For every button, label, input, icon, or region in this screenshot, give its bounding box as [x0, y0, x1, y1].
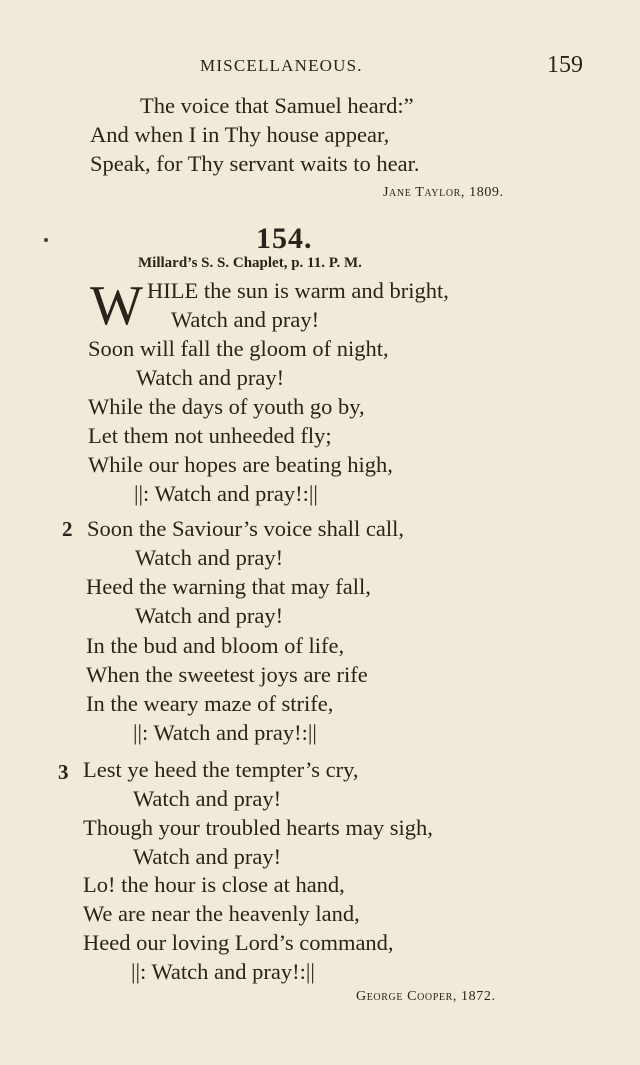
- page-speck: [44, 238, 48, 242]
- verse-line: Watch and pray!: [133, 844, 282, 869]
- tune-reference: Millard’s S. S. Chaplet, p. 11. P. M.: [138, 255, 362, 271]
- verse-line: In the bud and bloom of life,: [86, 633, 345, 658]
- verse-number: 2: [62, 517, 73, 541]
- verse-line: Soon will fall the gloom of night,: [88, 336, 389, 361]
- hymn-attribution: George Cooper, 1872.: [356, 989, 496, 1004]
- verse-line: Lo! the hour is close at hand,: [83, 872, 345, 897]
- verse-line: Watch and pray!: [135, 603, 284, 628]
- page-header: [0, 52, 640, 82]
- verse-line-repeat: ||: Watch and pray!:||: [134, 481, 318, 506]
- verse-line: Watch and pray!: [136, 365, 285, 390]
- verse-line: Soon the Saviour’s voice shall call,: [87, 516, 405, 541]
- previous-hymn-line: And when I in Thy house appear,: [90, 122, 390, 147]
- verse-line: We are near the heavenly land,: [83, 901, 360, 926]
- previous-hymn-line: Speak, for Thy servant waits to hear.: [90, 151, 420, 176]
- drop-cap: W: [90, 275, 143, 337]
- verse-line: Though your troubled hearts may sigh,: [83, 815, 433, 840]
- verse-line-repeat: ||: Watch and pray!:||: [131, 959, 315, 984]
- verse-line: Lest ye heed the tempter’s cry,: [83, 757, 359, 782]
- running-head: MISCELLANEOUS.: [200, 56, 363, 75]
- verse-line: While the days of youth go by,: [88, 394, 365, 419]
- previous-hymn-line: The voice that Samuel heard:”: [140, 93, 414, 118]
- page-number: 159: [547, 52, 583, 78]
- verse-line: Watch and pray!: [133, 786, 282, 811]
- previous-hymn-attribution: Jane Taylor, 1809.: [383, 185, 504, 200]
- verse-line: Watch and pray!: [171, 307, 320, 332]
- verse-line: In the weary maze of strife,: [86, 691, 334, 716]
- verse-line: While our hopes are beating high,: [88, 452, 393, 477]
- hymn-number: 154.: [256, 222, 313, 255]
- verse-line: Heed our loving Lord’s command,: [83, 930, 394, 955]
- verse-line: Heed the warning that may fall,: [86, 574, 371, 599]
- verse-line: When the sweetest joys are rife: [86, 662, 368, 687]
- verse-line: HILE the sun is warm and bright,: [147, 278, 449, 303]
- verse-line: Watch and pray!: [135, 545, 284, 570]
- verse-line-repeat: ||: Watch and pray!:||: [133, 720, 317, 745]
- verse-number: 3: [58, 760, 69, 784]
- verse-line: Let them not unheeded fly;: [88, 423, 332, 448]
